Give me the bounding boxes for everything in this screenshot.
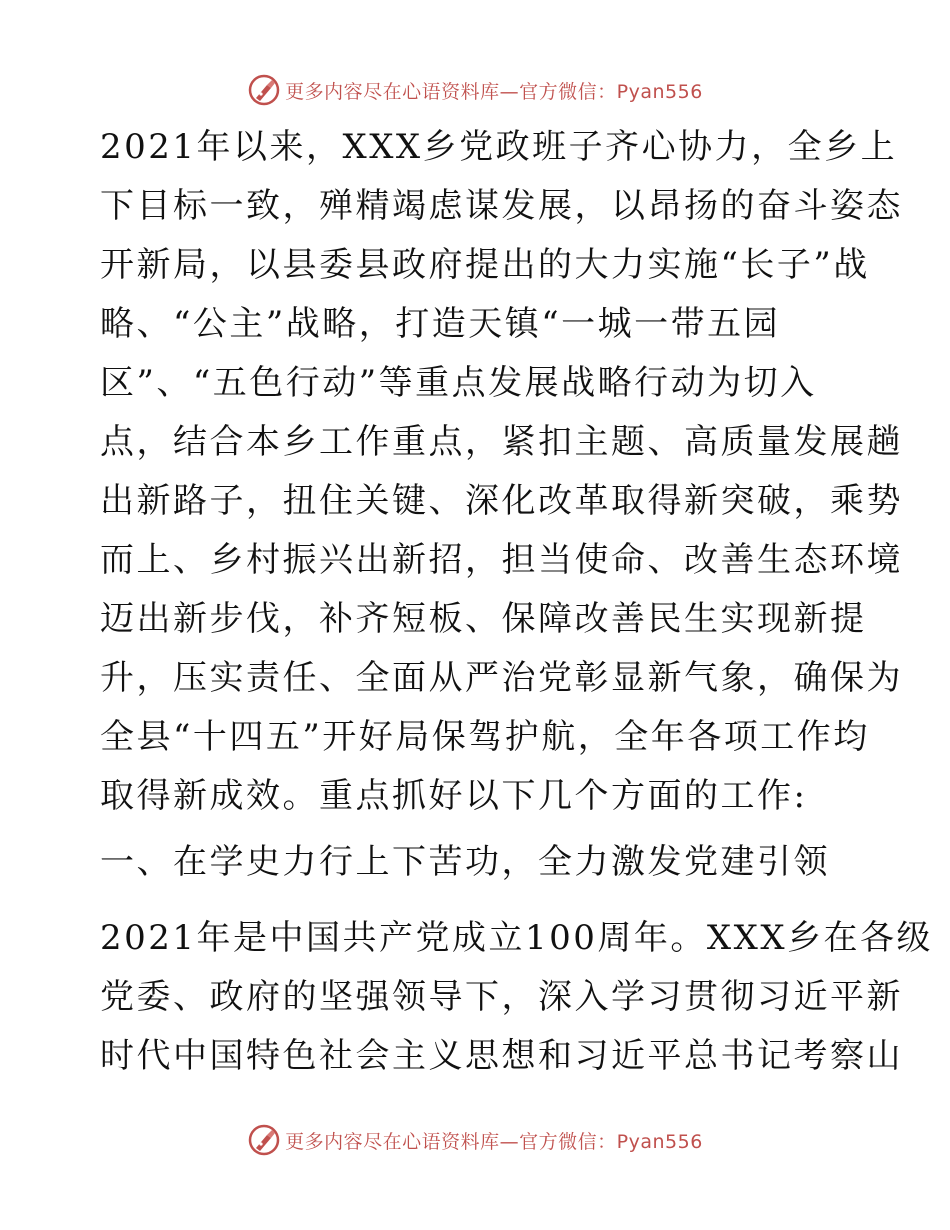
paragraph-line: 2021年以来，XXX乡党政班子齐心协力，全乡上 <box>100 127 898 167</box>
paragraph-line: 取得新成效。重点抓好以下几个方面的工作: <box>100 776 808 816</box>
watermark-text: 更多内容尽在心语资料库—官方微信：Pyan556 <box>285 1130 703 1153</box>
paragraph-line: 区”、“五色行动”等重点发展战略行动为切入 <box>100 363 817 403</box>
paragraph-line: 下目标一致，殚精竭虑谋发展，以昂扬的奋斗姿态 <box>100 186 903 226</box>
paragraph-line: 时代中国特色社会主义思想和习近平总书记考察山 <box>100 1036 903 1076</box>
pen-nib-logo-icon <box>247 1123 281 1157</box>
paragraph-line: 升，压实责任、全面从严治党彰显新气象，确保为 <box>100 658 903 698</box>
watermark-text: 更多内容尽在心语资料库—官方微信：Pyan556 <box>285 80 703 103</box>
paragraph-line: 开新局，以县委县政府提出的大力实施“长子”战 <box>100 245 870 285</box>
paragraph-line: 全县“十四五”开好局保驾护航，全年各项工作均 <box>100 717 870 757</box>
paragraph-line: 2021年是中国共产党成立100周年。XXX乡在各级 <box>100 918 934 958</box>
paragraph-line: 迈出新步伐，补齐短板、保障改善民生实现新提 <box>100 599 867 639</box>
paragraph-line: 而上、乡村振兴出新招，担当使命、改善生态环境 <box>100 540 903 580</box>
section-heading: 一、在学史力行上下苦功，全力激发党建引领 <box>100 842 830 882</box>
paragraph-line: 点，结合本乡工作重点，紧扣主题、高质量发展趟 <box>100 422 903 462</box>
paragraph-line: 党委、政府的坚强领导下，深入学习贯彻习近平新 <box>100 977 903 1017</box>
paragraph-line: 略、“公主”战略，打造天镇“一城一带五园 <box>100 304 781 344</box>
pen-nib-logo-icon <box>247 73 281 107</box>
paragraph-line: 出新路子，扭住关键、深化改革取得新突破，乘势 <box>100 481 903 521</box>
watermark-banner-top <box>0 70 950 110</box>
watermark-banner-bottom <box>0 1120 950 1160</box>
